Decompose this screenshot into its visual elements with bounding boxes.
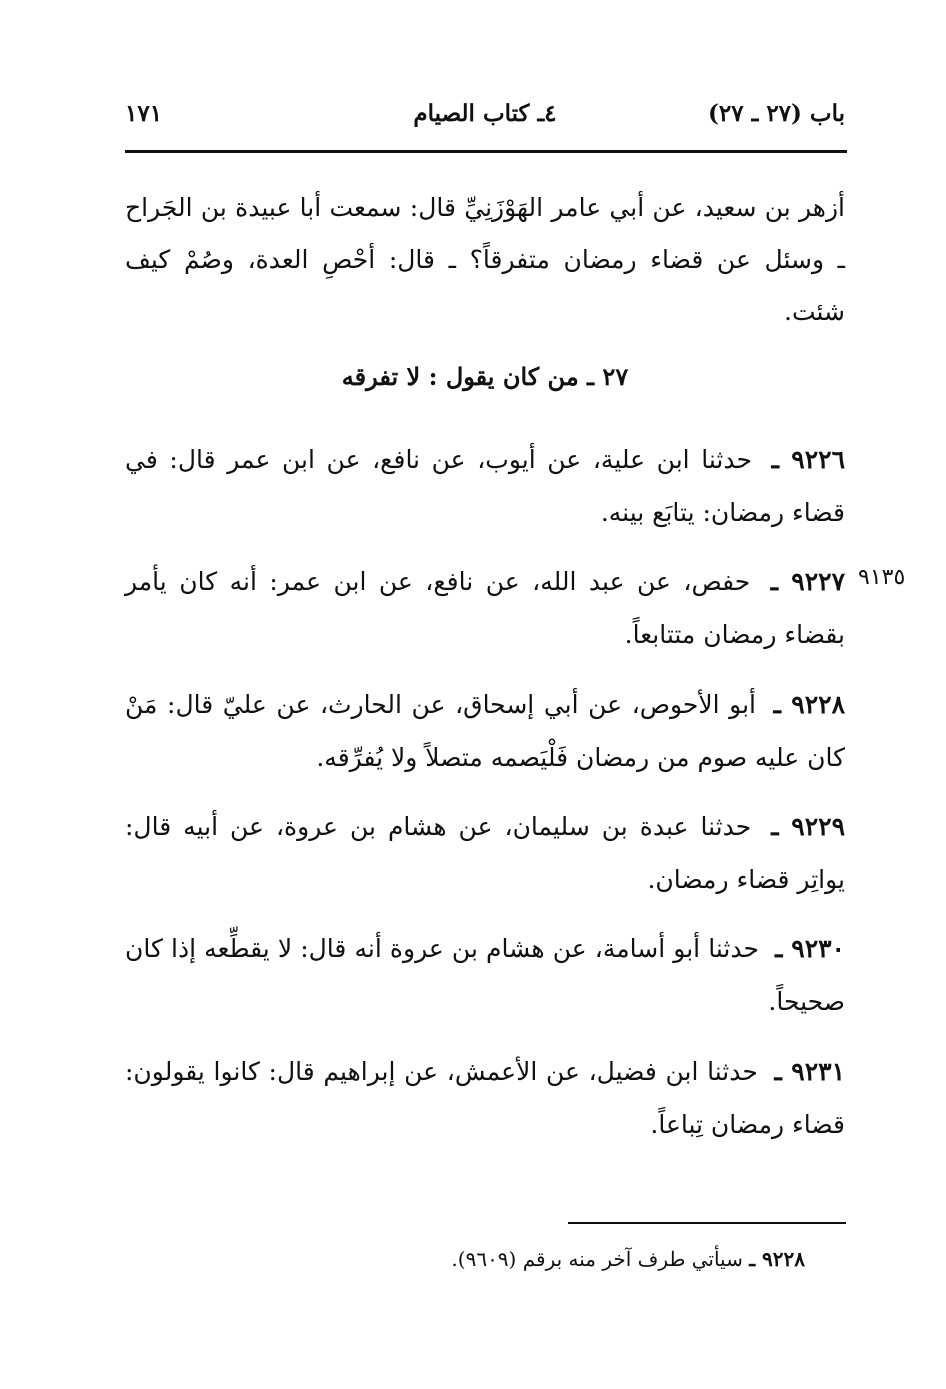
footnote-number: ٩٢٢٨ ـ (749, 1247, 805, 1271)
hadith-text: حدثنا ابن علية، عن أيوب، عن نافع، عن ابن عمر قال: في قضاء رمضان: يتابَع بينه. (125, 445, 845, 527)
header-divider (125, 150, 847, 153)
hadith-entry (125, 433, 845, 539)
section-title: ٢٧ ـ من كان يقول : لا تفرقه (341, 362, 629, 391)
hadith-entry (125, 922, 845, 1028)
footnote-divider (568, 1222, 846, 1224)
hadith-number: ٩٢٢٨ ـ (773, 690, 846, 719)
margin-reference-number: ٩١٣٥ (858, 565, 906, 590)
hadith-number: ٩٢٢٩ ـ (771, 812, 845, 841)
footnote (380, 1247, 805, 1271)
page-number: ١٧١ (125, 100, 163, 127)
hadith-entry (125, 555, 845, 661)
hadith-text: حفص، عن عبد الله، عن نافع، عن ابن عمر: أنه كان يأمر بقضاء رمضان متتابعاً. (125, 567, 845, 649)
hadith-number: ٩٢٣٠ ـ (775, 934, 845, 963)
hadith-text: حدثنا ابن فضيل، عن الأعمش، عن إبراهيم قال: كانوا يقولون: قضاء رمضان تِباعاً. (125, 1057, 845, 1139)
hadith-entry (125, 1045, 845, 1151)
intro-paragraph: أزهر بن سعيد، عن أبي عامر الهَوْزَنِيِّ قال: سمعت أبا عبيدة بن الجَراح ـ وسئل عن قضاء رمضان متفرقاً؟ ـ قال: أحْصِ العدة، وصُمْ كيف شئت. (125, 193, 845, 326)
hadith-text: حدثنا أبو أسامة، عن هشام بن عروة أنه قال: لا يقطِّعه إذا كان صحيحاً. (125, 934, 845, 1016)
hadith-number: ٩٢٢٧ ـ (770, 567, 845, 596)
hadith-number: ٩٢٢٦ ـ (771, 445, 846, 474)
chapter-range: باب (٢٧ ـ ٢٧) (707, 100, 845, 127)
hadith-number: ٩٢٣١ ـ (774, 1057, 846, 1086)
page-header (125, 100, 845, 140)
footnote-text: سيأتي طرف آخر منه برقم (٩٦٠٩). (451, 1247, 743, 1271)
hadith-entry (125, 800, 845, 906)
hadith-text: أبو الأحوص، عن أبي إسحاق، عن الحارث، عن عليّ قال: مَنْ كان عليه صوم من رمضان فَلْيَصمه متصلاً ولا يُفرِّقه. (125, 690, 845, 772)
hadith-entry (125, 678, 845, 784)
book-title: ٤ـ كتاب الصيام (413, 100, 557, 127)
hadith-text: حدثنا عبدة بن سليمان، عن هشام بن عروة، عن أبيه قال: يواتِر قضاء رمضان. (125, 812, 845, 894)
